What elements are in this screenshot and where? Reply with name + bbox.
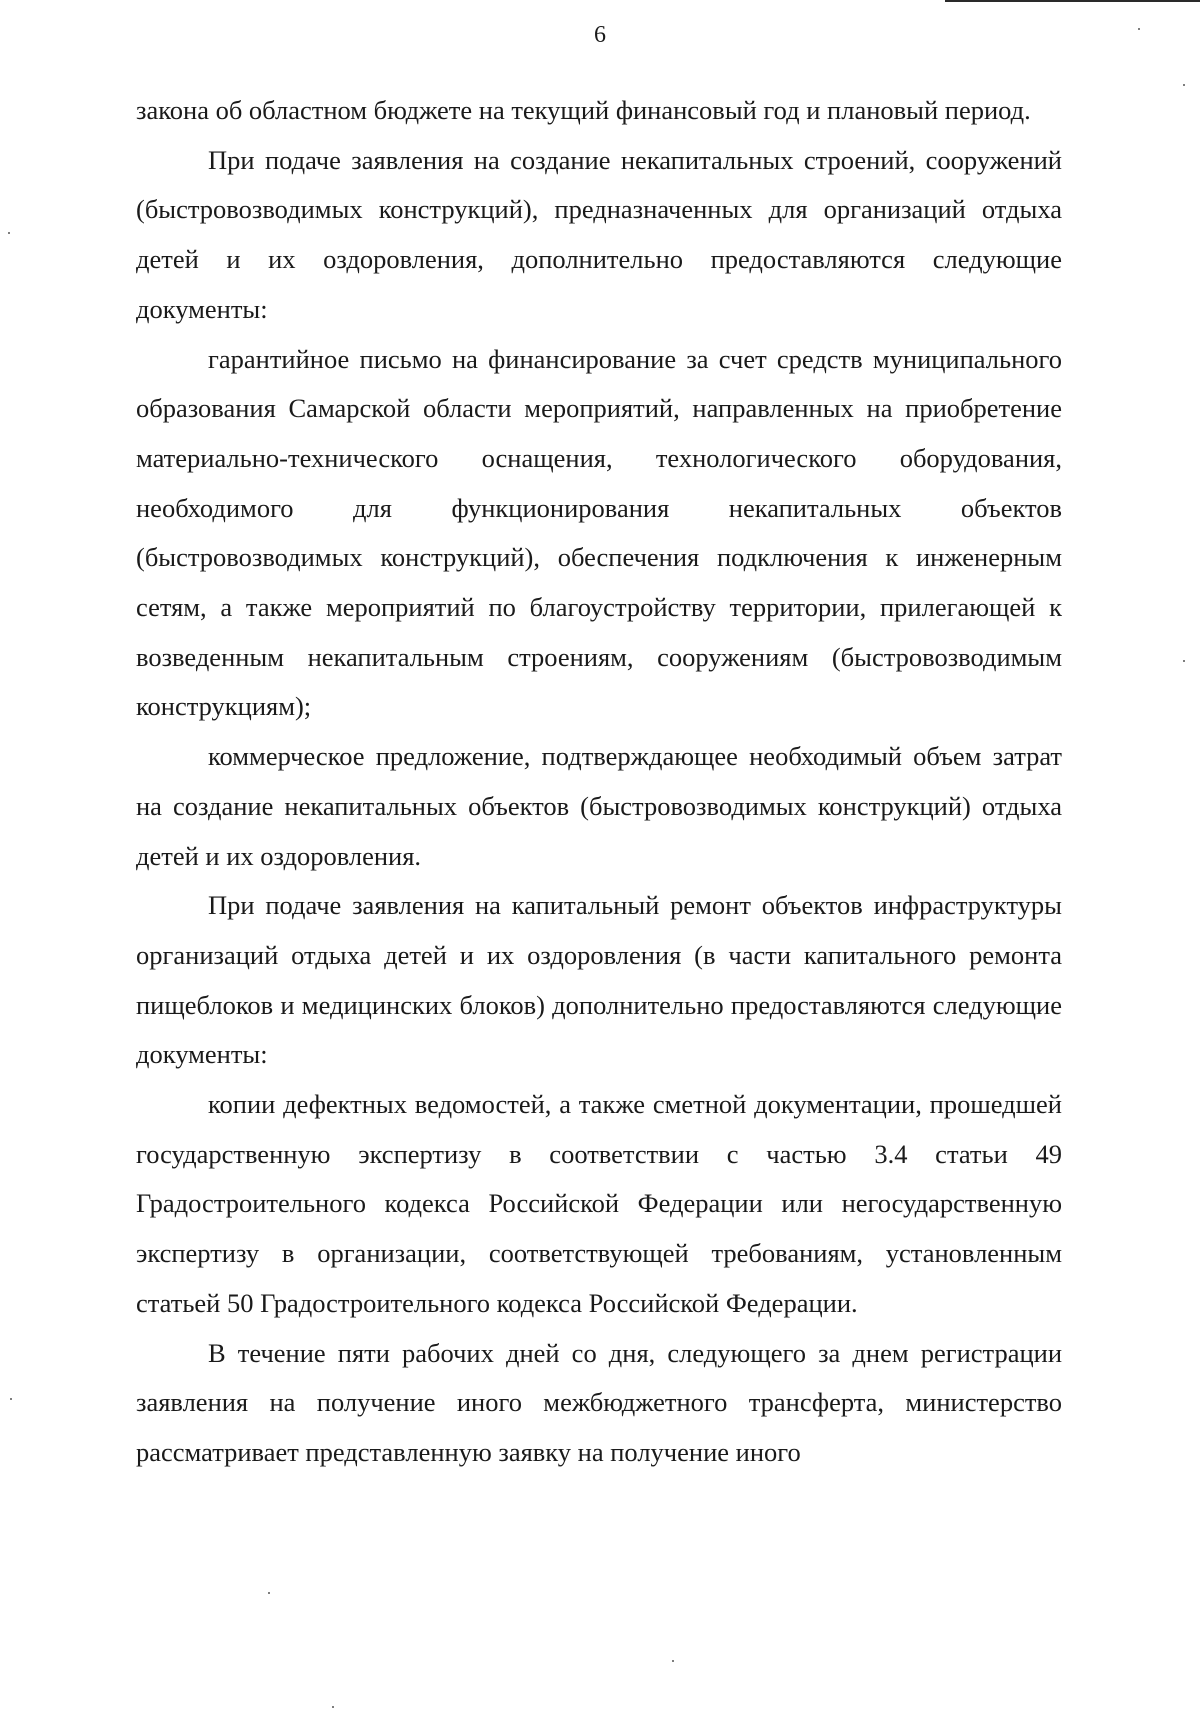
- paragraph-6: копии дефектных ведомостей, а также сметной документации, прошедшей государственную экспертизу в соответствии с частью 3.4 статьи 49 Градостроительного кодекса Российской Федерации или негосударственную экспертизу в организации, соответствующей требованиям, установленным статьей 50 Градостроительного кодекса Российской Федерации.: [136, 1089, 1062, 1318]
- paragraph-2: При подаче заявления на создание некапитальных строений, сооружений (быстровозводимых конструкций), предназначенных для организаций отдыха детей и их оздоровления, дополнительно предоставляются следующие документы:: [136, 144, 1062, 324]
- scan-speck: [1183, 84, 1185, 86]
- paragraph-1: закона об областном бюджете на текущий финансовый год и плановый период.: [136, 95, 1031, 125]
- page-number: 6: [594, 22, 606, 48]
- document-body: [136, 86, 1062, 1478]
- paragraph-4: коммерческое предложение, подтверждающее необходимый объем затрат на создание некапитальных объектов (быстровозводимых конструкций) отдыха детей и их оздоровления.: [136, 741, 1062, 871]
- paragraph-5: При подаче заявления на капитальный ремонт объектов инфраструктуры организаций отдыха детей и их оздоровления (в части капитального ремонта пищеблоков и медицинских блоков) дополнительно предоставляются следующие документы:: [136, 890, 1062, 1070]
- paragraph-3: гарантийное письмо на финансирование за счет средств муниципального образования Самарской области мероприятий, направленных на приобретение материально-технического оснащения, технологического оборудования, необходимого для функционирования некапитальных объектов (быстровозводимых конструкций), обеспечения подключения к инженерным сетям, а также мероприятий по благоустройству территории, прилегающей к возведенным некапитальным строениям, сооружениям (быстровозводимым конструкциям);: [136, 343, 1062, 722]
- paragraph-7: В течение пяти рабочих дней со дня, следующего за днем регистрации заявления на получение иного межбюджетного трансферта, министерство рассматривает представленную заявку на получение иного: [136, 1337, 1062, 1467]
- scan-speck: [332, 1706, 334, 1708]
- scan-speck: [672, 1660, 674, 1662]
- scan-speck: [1138, 28, 1140, 30]
- top-edge-line: [945, 0, 1200, 2]
- scan-speck: [268, 1592, 270, 1594]
- scan-speck: [10, 1398, 12, 1400]
- scan-speck: [8, 232, 10, 234]
- scan-speck: [1183, 660, 1185, 662]
